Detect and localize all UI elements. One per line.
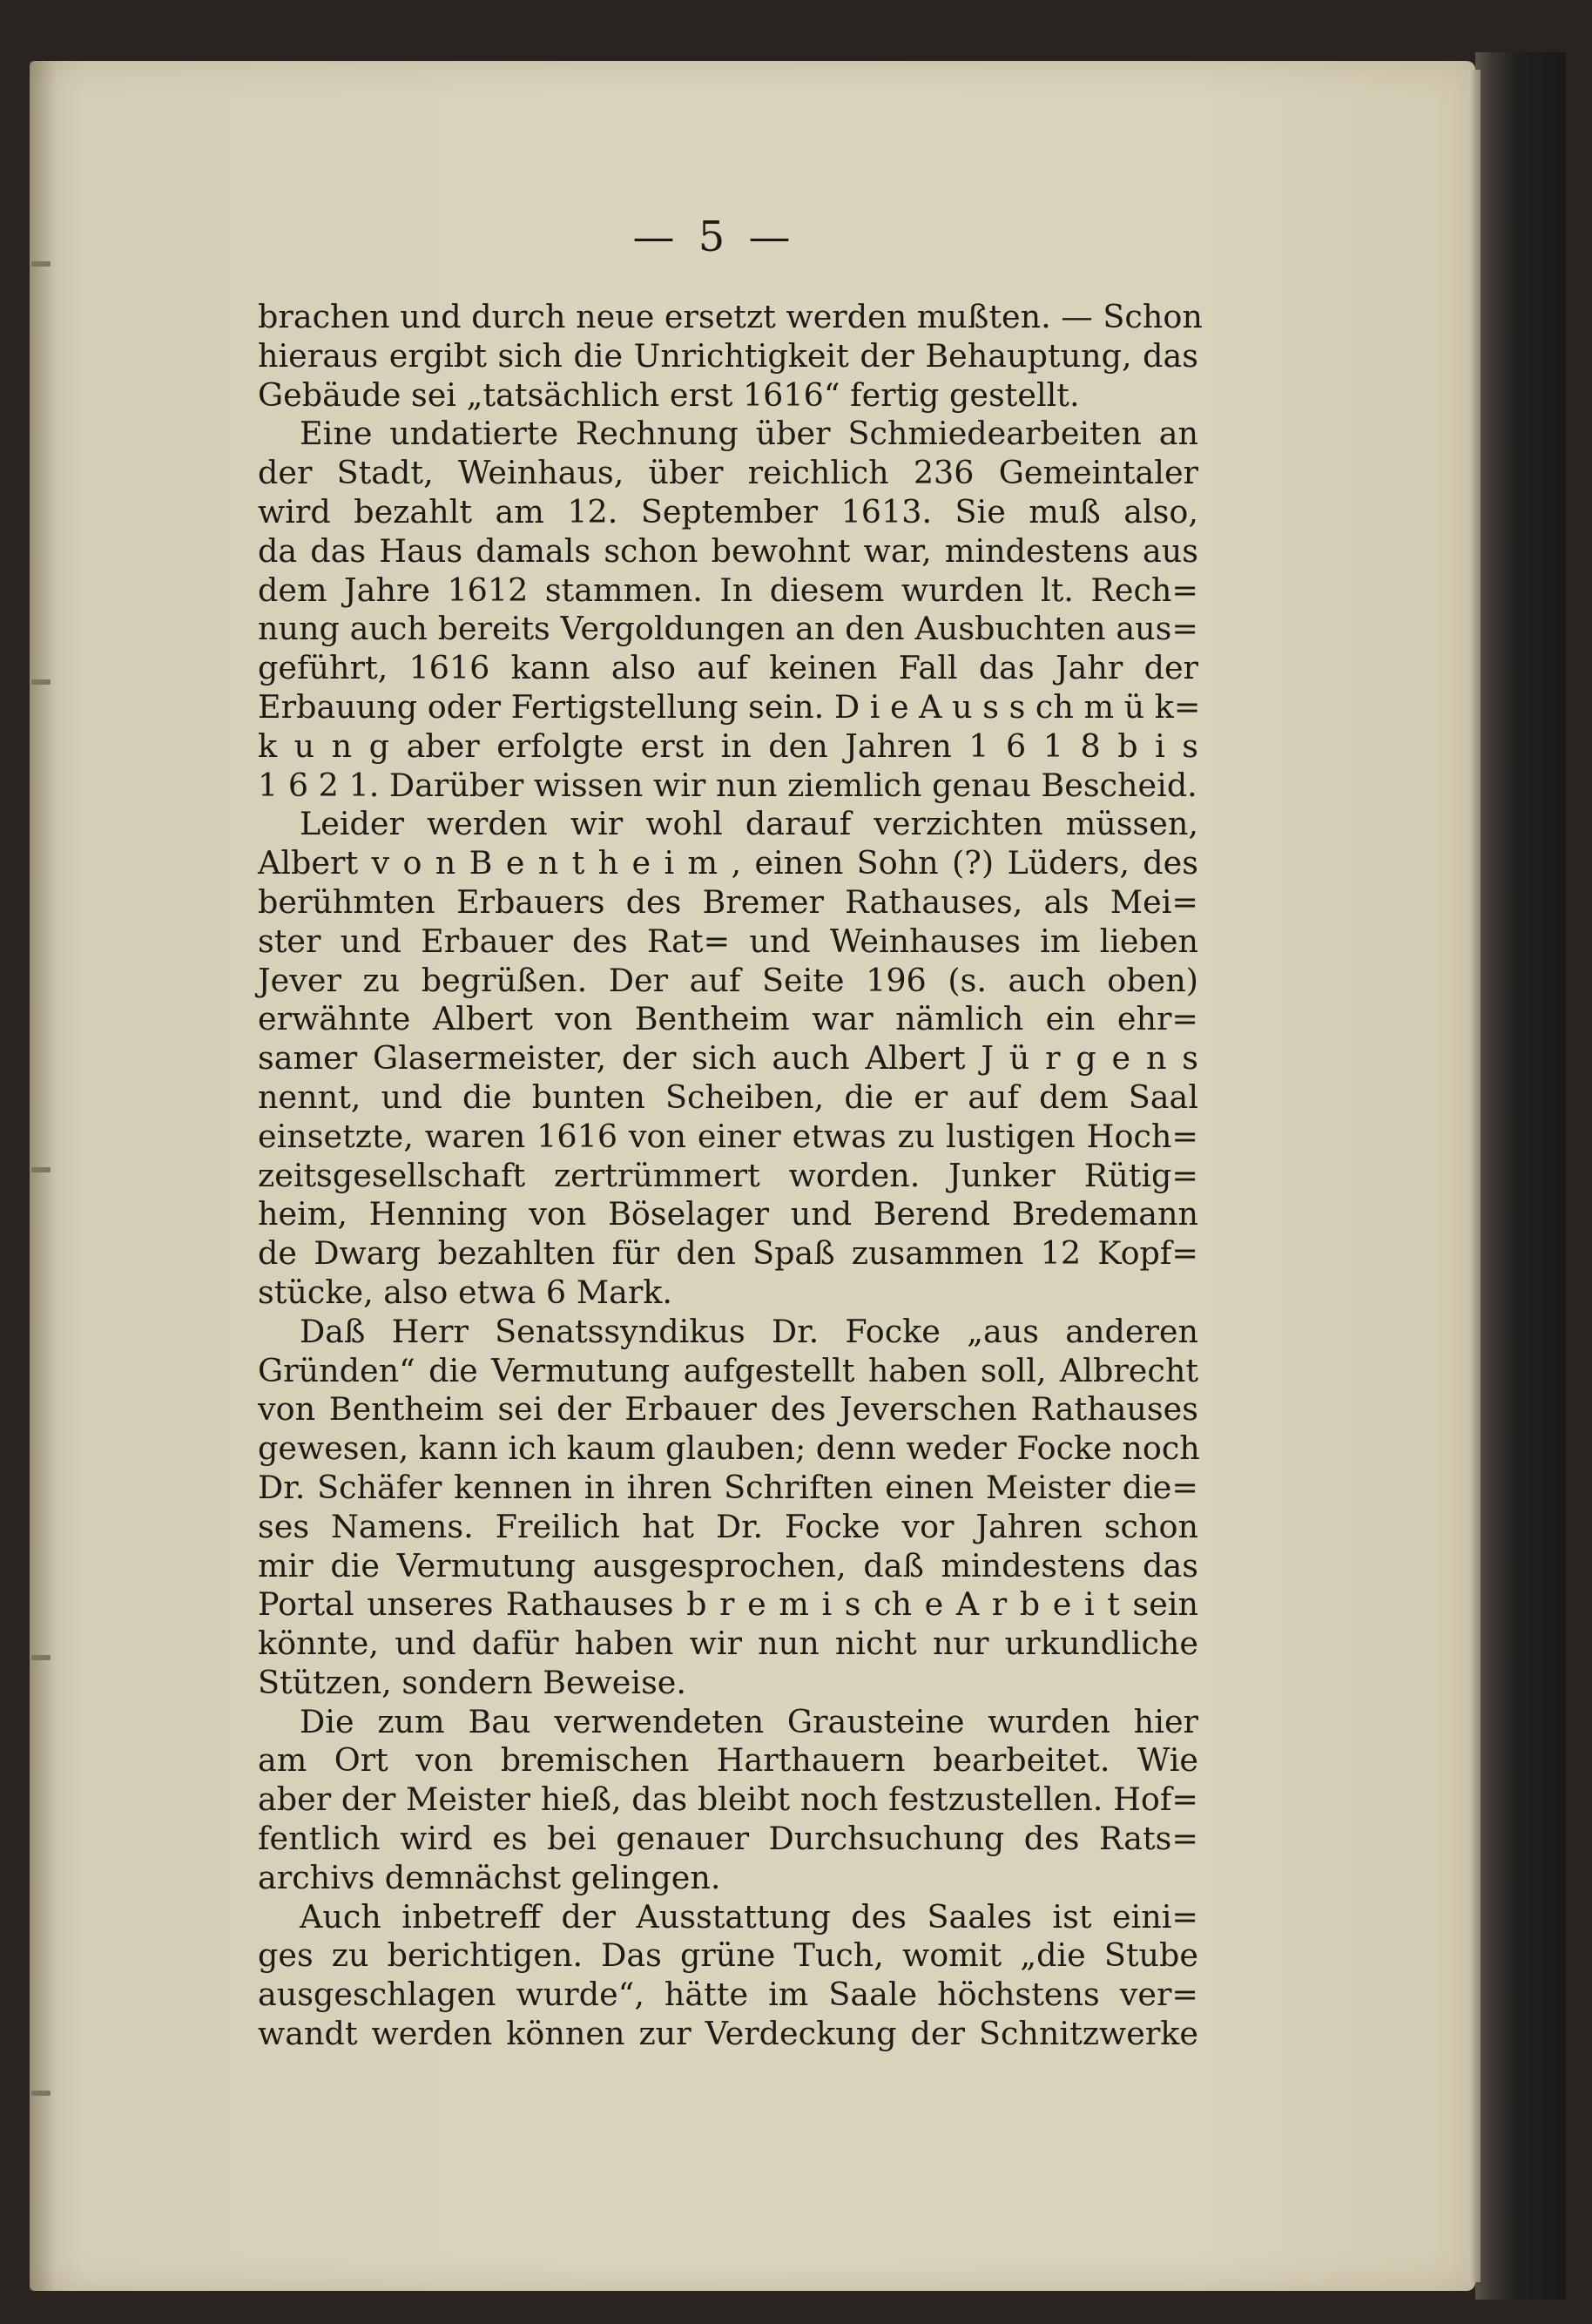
text-line: ster und Erbauer des Rat= und Weinhauses im lieben — [258, 922, 1198, 960]
text-line: einsetzte, waren 1616 von einer etwas zu lustigen Hoch= — [258, 1117, 1198, 1155]
text-line: samer Glasermeister, der sich auch Albert J ü r g e n s — [258, 1039, 1198, 1078]
text-line: de Dwarg bezahlten für den Spaß zusammen 12 Kopf= — [258, 1234, 1198, 1273]
text-line: Daß Herr Senatssyndikus Dr. Focke „aus anderen — [300, 1312, 1198, 1350]
text-line: Leider werden wir wohl darauf verzichten müssen, — [300, 805, 1198, 843]
text-line: Auch inbetreff der Ausstattung des Saales ist eini= — [300, 1897, 1198, 1936]
text-line: wandt werden können zur Verdeckung der Schnitzwerke — [258, 2015, 1198, 2053]
binding-mark — [31, 261, 51, 267]
binding-mark — [31, 679, 51, 685]
text-line: könnte, und dafür haben wir nun nicht nur urkundliche — [258, 1625, 1198, 1663]
text-line: Albert v o n B e n t h e i m , einen Sohn (?) Lüders, des — [258, 844, 1198, 882]
gutter-shadow — [30, 61, 56, 2291]
text-line: Jever zu begrüßen. Der auf Seite 196 (s. auch oben) — [258, 961, 1198, 999]
text-line: von Bentheim sei der Erbauer des Jeverschen Rathauses — [258, 1390, 1198, 1429]
text-line: stücke, also etwa 6 Mark. — [258, 1273, 673, 1311]
binding-mark — [31, 1167, 51, 1172]
text-line: Dr. Schäfer kennen in ihren Schriften einen Meister die= — [258, 1468, 1198, 1506]
text-line: der Stadt, Weinhaus, über reichlich 236 Gemeintaler — [258, 454, 1198, 492]
text-line: da das Haus damals schon bewohnt war, mindestens aus — [258, 531, 1198, 570]
text-line: heim, Henning von Böselager und Berend Bredemann — [258, 1195, 1198, 1233]
text-line: Die zum Bau verwendeten Grausteine wurden hier — [300, 1702, 1198, 1740]
text-line: Erbauung oder Fertigstellung sein. D i e A u s s ch m ü k= — [258, 687, 1201, 726]
text-line: Portal unseres Rathauses b r e m i s ch e A r b e i t sein — [258, 1585, 1198, 1624]
text-line: nennt, und die bunten Scheiben, die er auf dem Saal — [258, 1078, 1198, 1116]
text-line: archivs demnächst gelingen. — [258, 1858, 721, 1896]
text-line: zeitsgesellschaft zertrümmert worden. Junker Rütig= — [258, 1156, 1198, 1194]
text-line: ges zu berichtigen. Das grüne Tuch, womit „die Stube — [258, 1936, 1198, 1975]
text-line: wird bezahlt am 12. September 1613. Sie muß also, — [258, 492, 1198, 530]
text-line: Stützen, sondern Beweise. — [258, 1663, 687, 1701]
text-line: ausgeschlagen wurde“, hätte im Saale höchstens ver= — [258, 1976, 1198, 2014]
body-text — [258, 298, 1203, 2054]
binding-mark — [31, 1655, 51, 1660]
text-line: hieraus ergibt sich die Unrichtigkeit der Behauptung, das — [258, 336, 1198, 375]
text-line: 1 6 2 1. Darüber wissen wir nun ziemlich genau Bescheid. — [258, 766, 1197, 804]
text-line: fentlich wird es bei genauer Durchsuchung des Rats= — [258, 1820, 1198, 1858]
text-line: geführt, 1616 kann also auf keinen Fall das Jahr der — [258, 649, 1198, 687]
page-number: — 5 — — [632, 213, 796, 261]
text-line: brachen und durch neue ersetzt werden mußten. — Schon — [258, 298, 1203, 335]
text-line: k u n g aber erfolgte erst in den Jahren 1 6 1 8 b i s — [258, 726, 1198, 765]
page-edge — [1468, 70, 1481, 2282]
text-line: ses Namens. Freilich hat Dr. Focke vor Jahren schon — [258, 1507, 1198, 1545]
book-spine — [1475, 52, 1566, 2300]
text-line: Gebäude sei „tatsächlich erst 1616“ fertig gestellt. — [258, 375, 1080, 414]
text-line: nung auch bereits Vergoldungen an den Ausbuchten aus= — [258, 610, 1198, 648]
text-line: dem Jahre 1612 stammen. In diesem wurden lt. Rech= — [258, 571, 1198, 609]
text-line: berühmten Erbauers des Bremer Rathauses, als Mei= — [258, 882, 1198, 921]
text-line: erwähnte Albert von Bentheim war nämlich ein ehr= — [258, 1000, 1198, 1038]
text-line: gewesen, kann ich kaum glauben; denn weder Focke noch — [258, 1429, 1200, 1468]
text-line: Gründen“ die Vermutung aufgestellt haben soll, Albrecht — [258, 1351, 1198, 1389]
binding-mark — [31, 2091, 51, 2096]
text-line: mir die Vermutung ausgesprochen, daß mindestens das — [258, 1546, 1198, 1584]
text-line: aber der Meister hieß, das bleibt noch festzustellen. Hof= — [258, 1780, 1198, 1819]
text-line: Eine undatierte Rechnung über Schmiedearbeiten an — [300, 415, 1198, 453]
text-line: am Ort von bremischen Harthauern bearbeitet. Wie — [258, 1741, 1198, 1780]
